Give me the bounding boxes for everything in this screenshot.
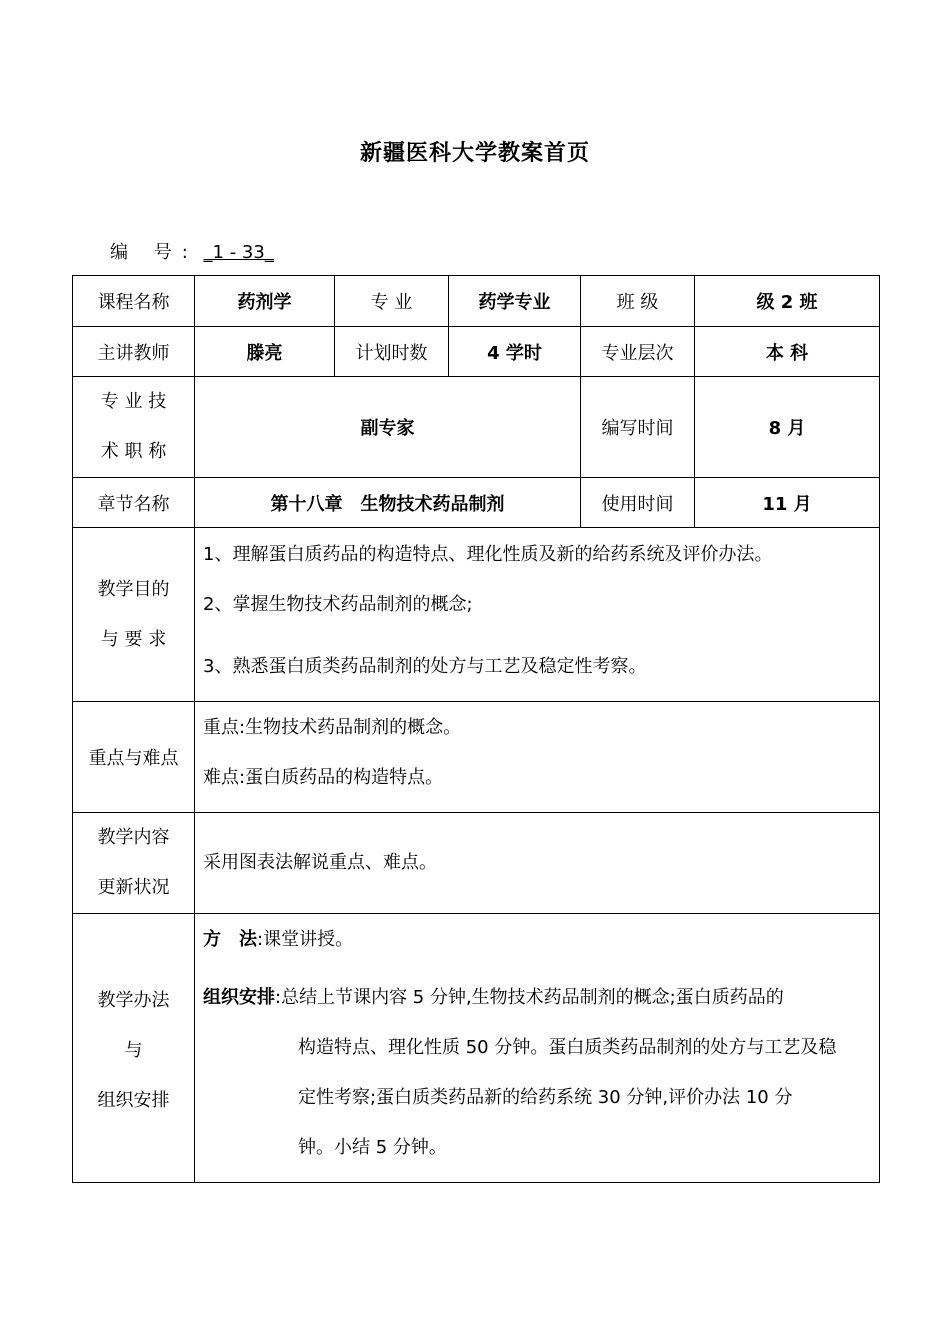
prof-title-label-line1: 专 业 技 — [100, 391, 167, 412]
objective-item-1: 1、理解蛋白质药品的构造特点、理化性质及新的给药系统及评价办法。 — [203, 543, 773, 565]
row-chapter — [73, 478, 880, 528]
method-label-line2: 与 — [124, 1040, 143, 1061]
teacher-value: 滕亮 — [195, 327, 335, 377]
row-method — [73, 914, 880, 1183]
objectives-content — [195, 528, 880, 702]
teacher-label: 主讲教师 — [73, 327, 195, 377]
hours-label: 计划时数 — [335, 327, 449, 377]
objectives-label-line2: 与 要 求 — [100, 628, 167, 650]
key-points-label: 重点与难点 — [73, 702, 195, 813]
use-time-label: 使用时间 — [581, 478, 695, 528]
doc-number-label: 编 号: — [110, 242, 198, 263]
prof-title-value: 副专家 — [195, 377, 581, 478]
write-time-value: 8 月 — [695, 377, 880, 478]
course-name-value: 药剂学 — [195, 276, 335, 327]
chapter-value: 第十八章 生物技术药品制剂 — [195, 478, 581, 528]
row-objectives — [73, 528, 880, 702]
row-key-points — [73, 702, 880, 813]
key-points-content — [195, 702, 880, 813]
org-text-3: 定性考察;蛋白质类药品新的给药系统 30 分钟,评价办法 10 分 — [298, 1087, 793, 1108]
method-content — [195, 914, 880, 1183]
org-text-2: 构造特点、理化性质 50 分钟。蛋白质类药品制剂的处方与工艺及稳 — [298, 1037, 837, 1058]
update-text: 采用图表法解说重点、难点。 — [203, 852, 437, 873]
objective-item-3: 3、熟悉蛋白质类药品制剂的处方与工艺及稳定性考察。 — [203, 655, 647, 677]
page-title: 新疆医科大学教案首页 — [359, 141, 590, 166]
prof-title-label-line2: 术 职 称 — [100, 441, 167, 462]
lesson-plan-table — [72, 275, 880, 1183]
hours-value: 4 学时 — [449, 327, 581, 377]
level-value: 本 科 — [695, 327, 880, 377]
write-time-label: 编写时间 — [581, 377, 695, 478]
major-value: 药学专业 — [449, 276, 581, 327]
class-label: 班 级 — [581, 276, 695, 327]
row-course — [73, 276, 880, 327]
update-label-line2: 更新状况 — [97, 877, 170, 898]
update-label — [73, 813, 195, 914]
org-text-4: 钟。小结 5 分钟。 — [298, 1137, 447, 1158]
prof-title-label — [73, 377, 195, 478]
row-title — [73, 377, 880, 478]
use-time-value: 11 月 — [695, 478, 880, 528]
update-content — [195, 813, 880, 914]
row-teacher — [73, 327, 880, 377]
method-text: :课堂讲授。 — [257, 929, 354, 950]
class-value: 级 2 班 — [695, 276, 880, 327]
objective-item-2: 2、掌握生物技术药品制剂的概念; — [203, 593, 473, 615]
method-line — [203, 915, 871, 965]
objectives-label — [73, 528, 195, 702]
objectives-label-line1: 教学目的 — [97, 578, 170, 600]
org-text-1: :总结上节课内容 5 分钟,生物技术药品制剂的概念;蛋白质药品的 — [275, 987, 784, 1008]
doc-number — [110, 238, 274, 264]
key-point-text: 重点:生物技术药品制剂的概念。 — [203, 717, 462, 738]
method-label-line1: 教学办法 — [97, 990, 170, 1011]
method-label-line3: 组织安排 — [97, 1090, 170, 1111]
chapter-label: 章节名称 — [73, 478, 195, 528]
level-label: 专业层次 — [581, 327, 695, 377]
method-label — [73, 914, 195, 1183]
course-name-label: 课程名称 — [73, 276, 195, 327]
difficult-point-text: 难点:蛋白质药品的构造特点。 — [203, 767, 444, 788]
doc-number-value: _1 - 33_ — [203, 242, 274, 263]
major-label: 专 业 — [335, 276, 449, 327]
row-update — [73, 813, 880, 914]
method-sub-label: 方 法 — [203, 929, 257, 950]
org-sub-label: 组织安排 — [203, 987, 275, 1008]
update-label-line1: 教学内容 — [97, 827, 170, 848]
org-line-1 — [203, 973, 871, 1023]
